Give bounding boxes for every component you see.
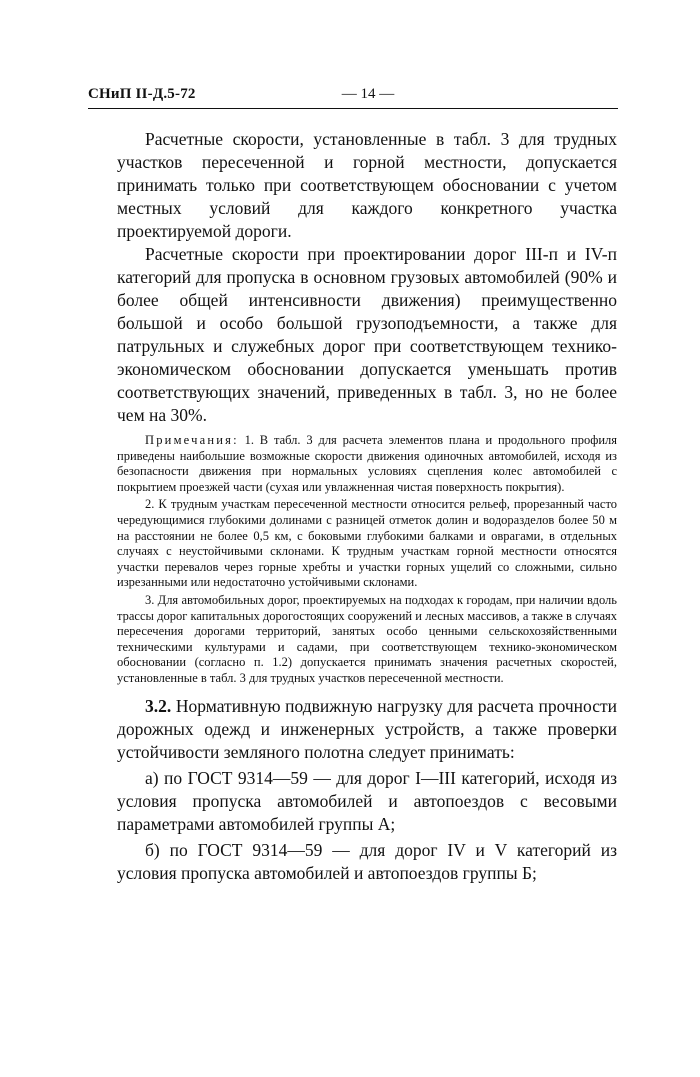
section-intro-text: Нормативную подвижную нагрузку для расчета прочности дорожных одежд и инженерных устройств, а также проверки устойчивости земляного полотна следует принимать:: [117, 695, 618, 762]
list-item-a: а) по ГОСТ 9314—59 — для дорог I—III категорий, исходя из условия пропуска автомобилей и автопоездов с весовыми параметрами автомобилей группы А;: [117, 767, 617, 834]
notes-block: [117, 433, 617, 687]
page-body: [117, 128, 617, 885]
page-number: — 14 —: [341, 86, 395, 102]
paragraph-speed-reduction: Расчетные скорости при проектировании дорог III-п и IV-п категорий для пропуска в основном грузовых автомобилей (90% и более общей интенсивности движения) преимущественно большой и особо большой грузоподъемности, а также для патрульных и служебных дорог при соответствующем технико-экономическом обосновании допускается уменьшать против соответствующих значений, приведенных в табл. 3, но не более чем на 30%.: [117, 244, 617, 425]
note-1: [117, 433, 617, 495]
note-2: 2. К трудным участкам пересеченной местности относится рельеф, прорезанный часто чередующимися глубокими долинами с разницей отметок долин и водоразделов более 50 м на расстоянии не более 0,5 км, с боковыми глубокими балками и оврагами, в отдельных случаях с неустойчивыми склонами. К трудным участкам горной местности относятся участки перевалов через горные хребты и участки горных ущелий со сложными, сильно изрезанными или недостаточно устойчивыми склонами.: [117, 497, 617, 590]
notes-label: Примечания:: [145, 433, 239, 447]
section-number: 3.2.: [145, 695, 172, 716]
document-code: СНиП II-Д.5-72: [88, 86, 196, 102]
main-text: [117, 128, 617, 427]
section-3-2: [117, 695, 617, 885]
paragraph-design-speeds: Расчетные скорости, установленные в табл. 3 для трудных участков пересеченной и горной местности, допускается принимать только при соответствующем обосновании с учетом местных условий для каждого конкретного участка проектируемой дороги.: [117, 129, 617, 241]
page-header: [88, 86, 618, 109]
section-intro: [117, 695, 617, 764]
list-item-b: б) по ГОСТ 9314—59 — для дорог IV и V категорий из условия пропуска автомобилей и автопоездов группы Б;: [117, 839, 617, 883]
note-3: 3. Для автомобильных дорог, проектируемых на подходах к городам, при наличии вдоль трассы дорог капитальных дорогостоящих сооружений и лесных массивов, а также в случаях пересечения дорогами территорий, занятых особо ценными сельскохозяйственными техническими культурами и садами, при соответствующем технико-экономическом обосновании (согласно п. 1.2) допускается принимать значения расчетных скоростей, установленные в табл. 3 для трудных участков пересеченной местности.: [117, 592, 617, 685]
note-1-text: 1. В табл. 3 для расчета элементов плана и продольного профиля приведены наибольшие возможные скорости движения одиночных автомобилей, исходя из безопасности движения при нормальных условиях сцепления колес автомобилей с покрытием проезжей части (сухая или увлажненная чистая поверхность покрытия).: [117, 433, 618, 494]
